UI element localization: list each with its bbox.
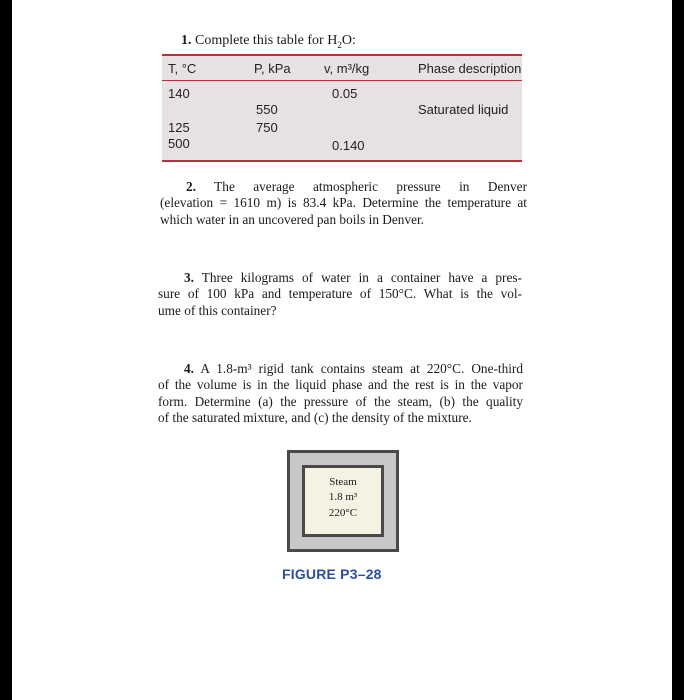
row-2-phase: Saturated liquid: [418, 102, 509, 117]
question-4-line-2: of the volume is in the liquid phase and the rest is in the vapor: [158, 377, 523, 393]
question-3-number: 3.: [184, 270, 194, 285]
tank-interior: [302, 465, 384, 537]
question-1-tail: O:: [341, 33, 356, 48]
question-2-line-1: [160, 179, 527, 195]
question-3-line-1: [158, 270, 522, 286]
question-2-line-2: (elevation = 1610 m) is 83.4 kPa. Determine the temperature at: [160, 195, 527, 211]
question-4-line-3: form. Determine (a) the pressure of the steam, (b) the quality: [158, 393, 523, 409]
property-table: [162, 54, 522, 162]
header-specific-volume: v, m³/kg: [324, 61, 370, 76]
question-1-text: Complete this table for H: [195, 33, 338, 48]
row-4-volume: 0.140: [332, 138, 365, 153]
row-1-volume: 0.05: [332, 86, 358, 101]
figure-caption: FIGURE P3–28: [282, 566, 382, 582]
row-2-pressure: 550: [256, 102, 278, 117]
question-2-line-3: which water in an uncovered pan boils in Denver.: [160, 211, 425, 227]
tank-label-substance: Steam: [329, 476, 357, 488]
question-2-line-1-text: The average atmospheric pressure in Denver: [214, 179, 528, 194]
question-4-line-4: of the saturated mixture, and (c) the density of the mixture.: [158, 410, 472, 426]
question-3-line-1-text: Three kilograms of water in a container have a pres-: [201, 270, 522, 285]
question-4-line-1: [158, 361, 523, 377]
question-2: [160, 179, 527, 228]
row-3-temperature: 125: [168, 120, 190, 135]
question-1-title: [181, 33, 356, 50]
question-3-line-3: ume of this container?: [158, 302, 277, 318]
rigid-tank-figure: [287, 450, 399, 552]
question-3: [158, 270, 522, 319]
row-1-temperature: 140: [168, 86, 190, 101]
question-2-number: 2.: [186, 179, 196, 194]
row-3-pressure: 750: [256, 120, 278, 135]
question-3-line-2: sure of 100 kPa and temperature of 150°C. What is the vol-: [158, 286, 522, 302]
header-temperature: T, °C: [168, 61, 197, 76]
row-4-temperature: 500: [168, 136, 190, 151]
question-4-line-1-text: A 1.8-m³ rigid tank contains steam at 220°C. One-third: [200, 361, 524, 376]
document-page: [12, 0, 672, 700]
question-4: [158, 361, 523, 427]
header-phase: Phase description: [418, 61, 522, 76]
tank-label-volume: 1.8 m³: [328, 491, 358, 503]
table-header: [162, 56, 522, 81]
header-pressure: P, kPa: [254, 61, 291, 76]
question-1-number: 1.: [181, 33, 192, 48]
subscript-2: 2: [337, 39, 342, 50]
question-4-number: 4.: [184, 361, 194, 376]
tank-label-temperature: 220°C: [328, 507, 358, 519]
